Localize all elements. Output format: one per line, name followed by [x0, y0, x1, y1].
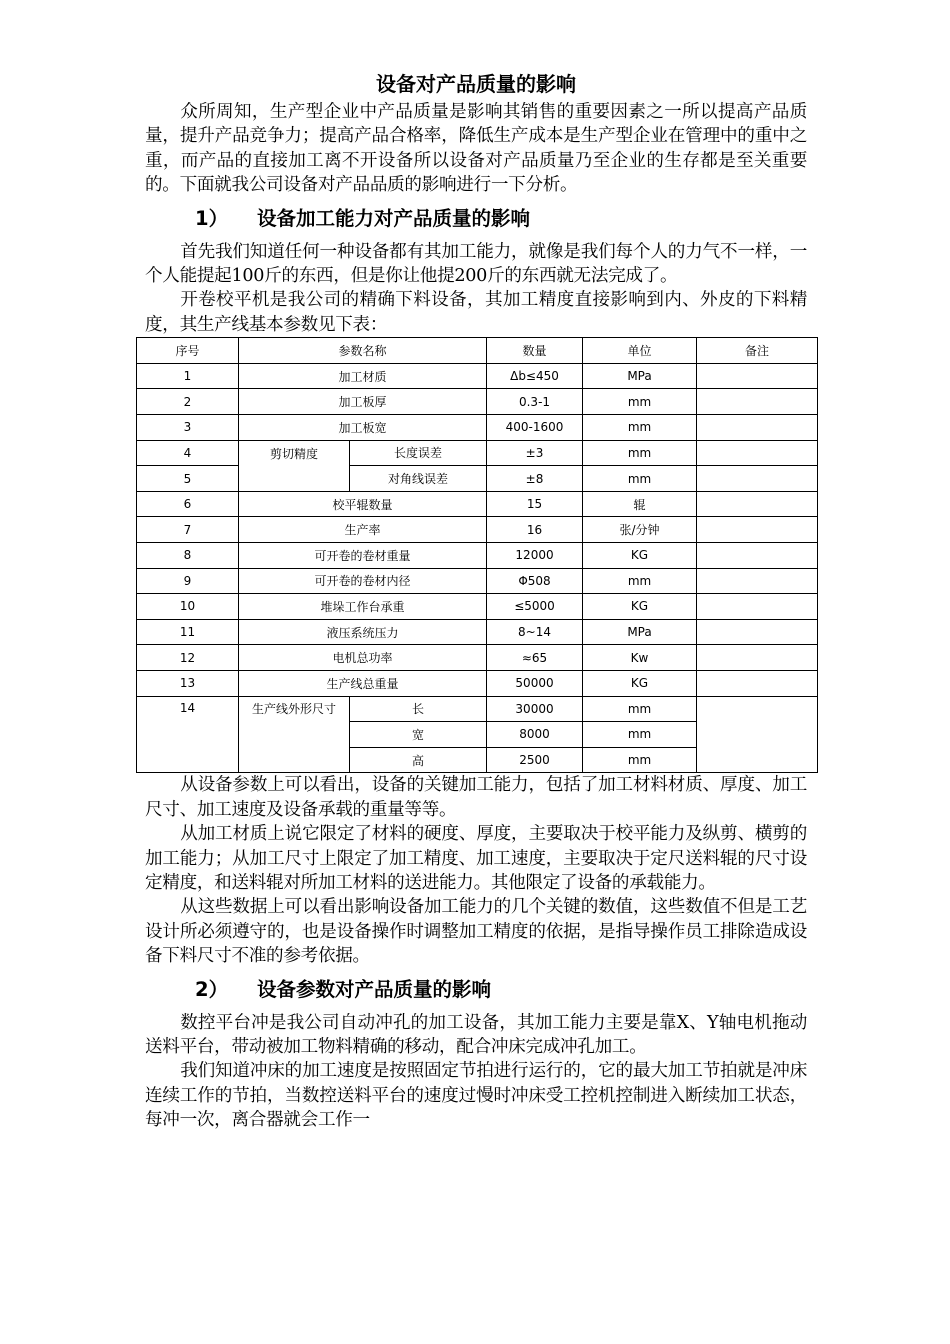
row-no: 13: [137, 670, 239, 696]
row-unit: mm: [583, 747, 697, 773]
row-qty: ±3: [487, 440, 583, 466]
row-unit: KG: [583, 543, 697, 569]
row-remark: [697, 696, 818, 773]
section-2-paragraph-2: 我们知道冲床的加工速度是按照固定节拍进行运行的，它的最大加工节拍就是冲床连续工作的节拍，当数控送料平台的速度过慢时冲床受工控机控制进入断续加工状态，每冲一次，离合器就会工作一: [145, 1061, 807, 1131]
row-qty: ≈65: [487, 645, 583, 671]
row-unit: mm: [583, 389, 697, 415]
section-2-title: 设备参数对产品质量的影响: [257, 977, 492, 1001]
row-group-dimensions: 生产线外形尺寸: [239, 696, 350, 773]
table-row: [137, 491, 818, 517]
row-unit: mm: [583, 415, 697, 441]
equipment-parameter-table: [136, 337, 818, 773]
row-qty: 16: [487, 517, 583, 543]
row-remark: [697, 619, 818, 645]
row-name: 液压系统压力: [239, 619, 487, 645]
table-row: [137, 363, 818, 389]
row-qty: 50000: [487, 670, 583, 696]
row-name: 加工板宽: [239, 415, 487, 441]
row-no: 1: [137, 363, 239, 389]
section-1-title: 设备加工能力对产品质量的影响: [257, 206, 531, 230]
row-name: 长: [350, 696, 487, 722]
row-name: 校平辊数量: [239, 491, 487, 517]
after-table-paragraph-3: 从这些数据上可以看出影响设备加工能力的几个关键的数值，这些数值不但是工艺设计所必须遵守的，也是设备操作时调整加工精度的依据，是指导操作员工排除造成设备下料尺寸不准的参考依据。: [145, 897, 807, 967]
row-name: 长度误差: [350, 440, 487, 466]
row-unit: MPa: [583, 619, 697, 645]
row-no: 12: [137, 645, 239, 671]
row-name: 堆垛工作台承重: [239, 594, 487, 620]
row-no: 4: [137, 440, 239, 466]
row-name: 可开卷的卷材内径: [239, 568, 487, 594]
row-unit: KG: [583, 670, 697, 696]
after-table-paragraph-1: 从设备参数上可以看出，设备的关键加工能力，包括了加工材料材质、厚度、加工尺寸、加工速度及设备承载的重量等等。: [145, 775, 807, 820]
table-row: [137, 568, 818, 594]
row-remark: [697, 517, 818, 543]
row-qty: Φ508: [487, 568, 583, 594]
row-unit: mm: [583, 440, 697, 466]
row-unit: MPa: [583, 363, 697, 389]
row-qty: ±8: [487, 466, 583, 492]
row-remark: [697, 645, 818, 671]
row-remark: [697, 440, 818, 466]
row-no: 10: [137, 594, 239, 620]
row-group-cutting-accuracy: 剪切精度: [239, 440, 350, 491]
table-header-row: [137, 338, 818, 364]
header-unit: 单位: [583, 338, 697, 364]
row-no: 7: [137, 517, 239, 543]
row-remark: [697, 415, 818, 441]
after-table-paragraph-2: 从加工材质上说它限定了材料的硬度、厚度，主要取决于校平能力及纵剪、横剪的加工能力；从加工尺寸上限定了加工精度、加工速度，主要取决于定尺送料辊的尺寸设定精度，和送料辊对所加工材料的送进能力。其他限定了设备的承载能力。: [145, 824, 807, 893]
table-row: [137, 696, 818, 722]
row-unit: mm: [583, 722, 697, 748]
row-name: 电机总功率: [239, 645, 487, 671]
row-no: 5: [137, 466, 239, 492]
row-remark: [697, 670, 818, 696]
row-name: 宽: [350, 722, 487, 748]
row-name: 生产线总重量: [239, 670, 487, 696]
row-unit: mm: [583, 466, 697, 492]
table-row: [137, 389, 818, 415]
row-remark: [697, 389, 818, 415]
row-qty: 400-1600: [487, 415, 583, 441]
row-no: 14: [137, 696, 239, 773]
table-row: [137, 415, 818, 441]
section-1-number: 1）: [195, 206, 229, 230]
document-title: 设备对产品质量的影响: [376, 72, 576, 96]
row-name: 对角线误差: [350, 466, 487, 492]
row-qty: 15: [487, 491, 583, 517]
section-1-paragraph-1: 首先我们知道任何一种设备都有其加工能力，就像是我们每个人的力气不一样，一个人能提起100斤的东西，但是你让他提200斤的东西就无法完成了。: [145, 241, 807, 287]
row-name: 高: [350, 747, 487, 773]
intro-paragraph: 众所周知，生产型企业中产品质量是影响其销售的重要因素之一所以提高产品质量，提升产品竞争力；提高产品合格率，降低生产成本是生产型企业在管理中的重中之重，而产品的直接加工离不开设备所以设备对产品质量乃至企业的生存都是至关重要的。下面就我公司设备对产品品质的影响进行一下分析。: [145, 102, 807, 196]
row-no: 2: [137, 389, 239, 415]
row-qty: 30000: [487, 696, 583, 722]
row-remark: [697, 363, 818, 389]
table-row: [137, 543, 818, 569]
row-remark: [697, 491, 818, 517]
table-row: [137, 440, 818, 466]
header-remark: 备注: [697, 338, 818, 364]
table-row: [137, 594, 818, 620]
row-remark: [697, 543, 818, 569]
section-2-paragraph-1: 数控平台冲是我公司自动冲孔的加工设备，其加工能力主要是靠X、Y轴电机拖动送料平台，带动被加工物料精确的移动，配合冲床完成冲孔加工。: [145, 1012, 807, 1057]
row-no: 6: [137, 491, 239, 517]
row-remark: [697, 466, 818, 492]
row-no: 11: [137, 619, 239, 645]
row-qty: 2500: [487, 747, 583, 773]
section-1-heading: [145, 204, 807, 234]
row-qty: 8~14: [487, 619, 583, 645]
row-qty: Δb≤450: [487, 363, 583, 389]
row-unit: Kw: [583, 645, 697, 671]
row-unit: KG: [583, 594, 697, 620]
document-page: [145, 70, 807, 1133]
table-row: [137, 670, 818, 696]
row-name: 可开卷的卷材重量: [239, 543, 487, 569]
header-name: 参数名称: [239, 338, 487, 364]
row-name: 加工板厚: [239, 389, 487, 415]
table-row: [137, 645, 818, 671]
header-no: 序号: [137, 338, 239, 364]
section-1-paragraph-2: 开卷校平机是我公司的精确下料设备，其加工精度直接影响到内、外皮的下料精度，其生产线基本参数见下表：: [145, 290, 807, 335]
row-qty: 0.3-1: [487, 389, 583, 415]
row-unit: 张/分钟: [583, 517, 697, 543]
row-no: 3: [137, 415, 239, 441]
table-row: [137, 517, 818, 543]
header-qty: 数量: [487, 338, 583, 364]
section-2-heading: [145, 975, 807, 1005]
row-name: 加工材质: [239, 363, 487, 389]
row-unit: mm: [583, 696, 697, 722]
row-qty: 8000: [487, 722, 583, 748]
row-remark: [697, 568, 818, 594]
row-qty: 12000: [487, 543, 583, 569]
row-no: 8: [137, 543, 239, 569]
row-qty: ≤5000: [487, 594, 583, 620]
row-unit: mm: [583, 568, 697, 594]
table-row: [137, 619, 818, 645]
row-name: 生产率: [239, 517, 487, 543]
row-no: 9: [137, 568, 239, 594]
section-2-number: 2）: [195, 977, 229, 1001]
row-unit: 辊: [583, 491, 697, 517]
row-remark: [697, 594, 818, 620]
